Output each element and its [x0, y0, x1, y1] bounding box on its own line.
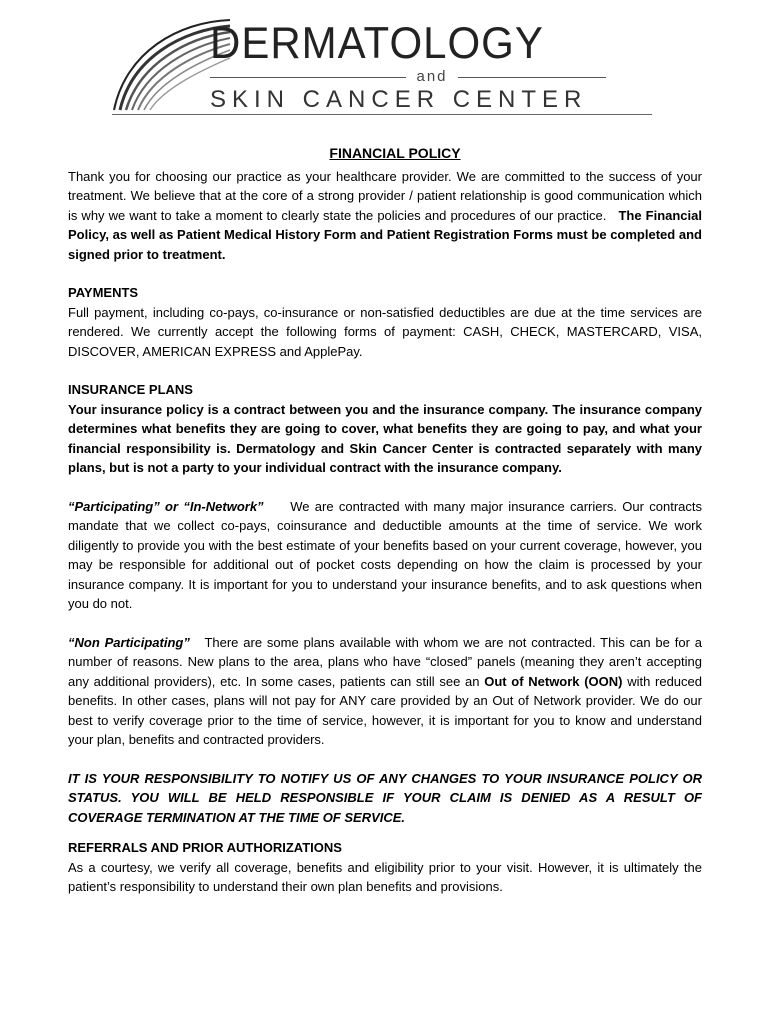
logo-line-and: and: [416, 68, 448, 85]
payments-heading: PAYMENTS: [68, 285, 139, 300]
referrals-text: As a courtesy, we verify all coverage, benefits and eligibility prior to your visit. However, it is ultimately the patient’s responsibility to understand their own plan benefits and provisions.: [68, 859, 702, 894]
participating-text: We are contracted with many major insurance carriers. Our contracts mandate that we collect co-pays, coinsurance and deductible amounts at the time of service. We work diligently to provide you with the best estimate of your benefits based on your current coverage, however, you may be responsible for additional out of pocket costs depending on how the claim is processed by your insurance company. It is important for you to understand your insurance benefits, and to ask questions when you do not.: [68, 498, 702, 611]
logo-line-skin-cancer-center: SKIN CANCER CENTER: [210, 86, 588, 113]
insurance-heading: INSURANCE PLANS: [68, 382, 193, 397]
logo-line-dermatology: DERMATOLOGY: [210, 18, 544, 68]
practice-logo: [112, 18, 652, 122]
oon-bold-text: Out of Network (OON): [484, 673, 623, 689]
page-title: FINANCIAL POLICY: [329, 145, 461, 161]
non-participating-paragraph: [68, 633, 702, 750]
participating-paragraph: [68, 497, 702, 614]
policy-body: [68, 144, 702, 897]
insurance-text: Your insurance policy is a contract between you and the insurance company. The insurance company determines what benefits they are going to cover, what benefits they are going to pay, and what your financial responsibility is. Dermatology and Skin Cancer Center is contracted separately with many plans, but is not a party to your individual contract with the insurance company.: [68, 401, 702, 475]
non-participating-text-2: with reduced benefits. In other cases, plans will not pay for ANY care provided by an Out of Network provider. We do our best to verify coverage prior to the time of service, however, it is important for you to know and understand your plan, benefits and contracted providers.: [68, 673, 702, 747]
header-rule: [112, 114, 652, 115]
referrals-heading: REFERRALS AND PRIOR AUTHORIZATIONS: [68, 840, 342, 855]
participating-label: “Participating” or “In-Network”: [68, 498, 264, 514]
intro-paragraph: [68, 167, 702, 265]
intro-text: Thank you for choosing our practice as your healthcare provider. We are committed to the success of your treatment. We believe that at the core of a strong provider / patient relationship is good communication which is why we want to take a moment to clearly state the policies and procedures of our practice.: [68, 168, 702, 223]
payments-text: Full payment, including co-pays, co-insurance or non-satisfied deductibles are due at the time services are rendered. We currently accept the following forms of payment: CASH, CHECK, MASTERCARD, VISA, DISCOVER, AMERICAN EXPRESS and ApplePay.: [68, 304, 702, 359]
non-participating-label: “Non Participating”: [68, 634, 190, 650]
intro-bold-text: The Financial Policy, as well as Patient Medical History Form and Patient Registration Forms must be completed and signed prior to treatment.: [68, 207, 702, 262]
non-participating-text-1: There are some plans available with whom we are not contracted. This can be for a number of reasons. New plans to the area, plans who have “closed” panels (meaning they aren’t accepting any additional providers), etc. In some cases, patients can still see an: [68, 634, 702, 689]
responsibility-notice: IT IS YOUR RESPONSIBILITY TO NOTIFY US OF ANY CHANGES TO YOUR INSURANCE POLICY OR STATUS. YOU WILL BE HELD RESPONSIBLE IF YOUR CLAIM IS DENIED AS A RESULT OF COVERAGE TERMINATION AT THE TIME OF SERVICE.: [68, 770, 702, 825]
